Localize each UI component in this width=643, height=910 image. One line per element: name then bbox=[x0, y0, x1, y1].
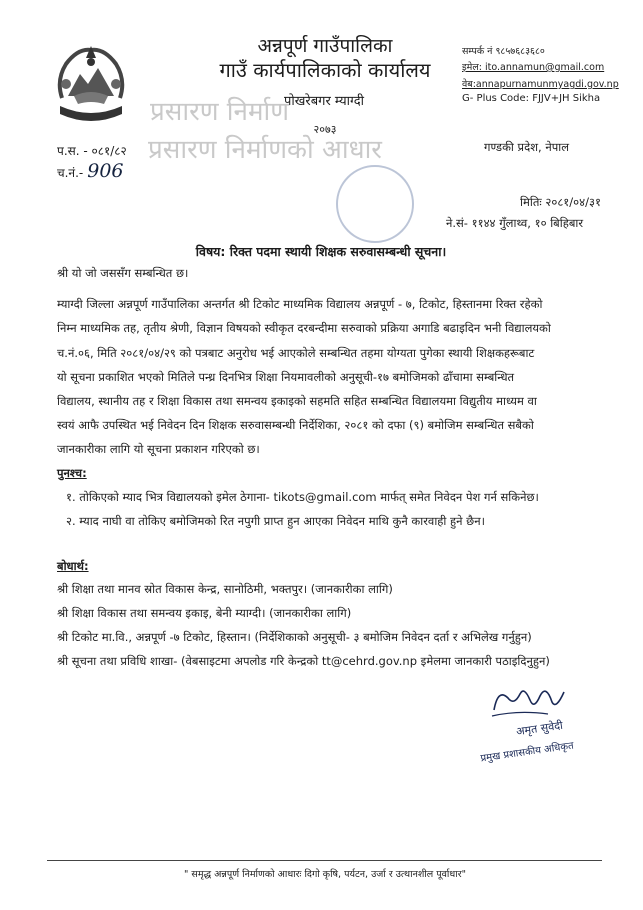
body-line: जानकारीका लागि यो सूचना प्रकाशन गरिएको छ। bbox=[57, 442, 260, 456]
office-name: गाउँ कार्यपालिकाको कार्यालय bbox=[219, 58, 431, 82]
dispatch-number-handwritten: 906 bbox=[87, 160, 124, 182]
body-line: स्वयं आफै उपस्थित भई निवेदन दिन शिक्षक सरुवासम्बन्धी निर्देशिका, २०८१ को दफा (९) बमोजिम सम्बन्धित सबैको bbox=[57, 418, 534, 432]
office-location: पोखरेबगर म्याग्दी bbox=[284, 94, 364, 109]
established-year: २०७३ bbox=[313, 123, 337, 136]
postscript-heading: पुनश्च: bbox=[57, 466, 87, 480]
province-name: गण्डकी प्रदेश, नेपाल bbox=[484, 140, 570, 154]
postscript-item: २. म्याद नाघी वा तोकिए बमोजिमको रित नपुगी प्राप्त हुन आएका निवेदन माथि कुनै कारवाही हुने छैन। bbox=[66, 514, 485, 528]
cc-item: श्री टिकोट मा.वि., अन्नपूर्ण -७ टिकोट, हिस्तान। (निर्देशिकाको अनुसूची- ३ बमोजिम निवेदन दर्ता र अभिलेख गर्नुहुन) bbox=[57, 630, 532, 644]
signatory-title: प्रमुख प्रशासकीय अधिकृत bbox=[479, 740, 575, 765]
footer-slogan: " समृद्ध अन्नपूर्ण निर्माणको आधारः दिगो कृषि, पर्यटन, उर्जा र उत्थानशील पूर्वाधार" bbox=[184, 869, 466, 880]
footer-divider bbox=[47, 860, 602, 861]
municipality-name: अन्नपूर्ण गाउँपालिका bbox=[257, 35, 393, 57]
body-line: च.नं.०६, मिति २०८१/०४/२९ को पत्रबाट अनुरोध भई आएकोले सम्बन्धित तहमा योग्यता पुगेका स्थायी शिक्षकहरूबाट bbox=[57, 346, 535, 360]
cc-item: श्री शिक्षा तथा मानव स्रोत विकास केन्द्र, सानोठिमी, भक्तपुर। (जानकारीका लागि) bbox=[57, 582, 393, 596]
watermark-text: प्रसारण निर्माणको आधार bbox=[148, 135, 382, 165]
office-stamp bbox=[336, 165, 414, 243]
cc-item: श्री सूचना तथा प्रविधि शाखा- (वेबसाइटमा अपलोड गरि केन्द्रको tt@cehrd.gov.np इमेलमा जानकारी पठाइदिनुहुन) bbox=[57, 654, 550, 668]
dispatch-label: च.नं.- bbox=[57, 166, 84, 180]
nepal-emblem-icon bbox=[52, 40, 130, 134]
body-line: विद्यालय, स्थानीय तह र शिक्षा विकास तथा समन्वय इकाइको सहमति सहित सम्बन्धित विद्यालयमा विद्युतीय माध्यम वा bbox=[57, 394, 537, 408]
signature-mark bbox=[488, 680, 568, 722]
salutation: श्री यो जो जससँग सम्बन्धित छ। bbox=[57, 266, 189, 280]
body-line: निम्न माध्यमिक तह, तृतीय श्रेणी, विज्ञान विषयको स्वीकृत दरबन्दीमा सरुवाको प्रक्रिया अगाडि बढाइदिन भनी विद्यालयको bbox=[57, 321, 551, 335]
watermark-text: प्रसारण निर्माण bbox=[150, 97, 290, 127]
postscript-item: १. तोकिएको म्याद भित्र विद्यालयको इमेल ठेगाना- tikots@gmail.com मार्फत् समेत निवेदन पेश गर्न सकिनेछ। bbox=[66, 490, 539, 504]
subject-line: विषय: रिक्त पदमा स्थायी शिक्षक सरुवासम्बन्धी सूचना। bbox=[195, 244, 447, 259]
plus-code: G- Plus Code: FJJV+JH Sikha bbox=[462, 93, 601, 104]
contact-website: वेब:annapurnamunmyagdi.gov.np bbox=[462, 79, 619, 90]
body-line: म्याग्दी जिल्ला अन्नपूर्ण गाउँपालिका अन्तर्गत श्री टिकोट माध्यमिक विद्यालय अन्नपूर्ण - ७, टिकोट, हिस्तानमा रिक्त रहेको bbox=[57, 297, 543, 311]
body-line: यो सूचना प्रकाशित भएको मितिले पन्ध्र दिनभित्र शिक्षा नियमावलीको अनुसूची-१७ बमोजिमको ढाँचामा सम्बन्धित bbox=[57, 370, 515, 384]
contact-phone: सम्पर्क नं ९८५७६८३६८० bbox=[462, 46, 545, 57]
fiscal-year-ref: प.स. - ०८१/८२ bbox=[57, 144, 127, 158]
signatory-name: अमृत सुवेदी bbox=[515, 718, 564, 739]
contact-email: इमेल: ito.annamun@gmail.com bbox=[462, 62, 605, 73]
nepal-samvat-date: ने.सं- ११४४ गुँलाथ्व, १० बिहिबार bbox=[446, 216, 584, 230]
cc-item: श्री शिक्षा विकास तथा समन्वय इकाइ, बेनी म्याग्दी। (जानकारीका लागि) bbox=[57, 606, 352, 620]
dispatch-number bbox=[57, 160, 124, 182]
cc-heading: बोधार्थ: bbox=[57, 559, 89, 573]
letter-date: मितिः २०८१/०४/३१ bbox=[520, 195, 601, 209]
